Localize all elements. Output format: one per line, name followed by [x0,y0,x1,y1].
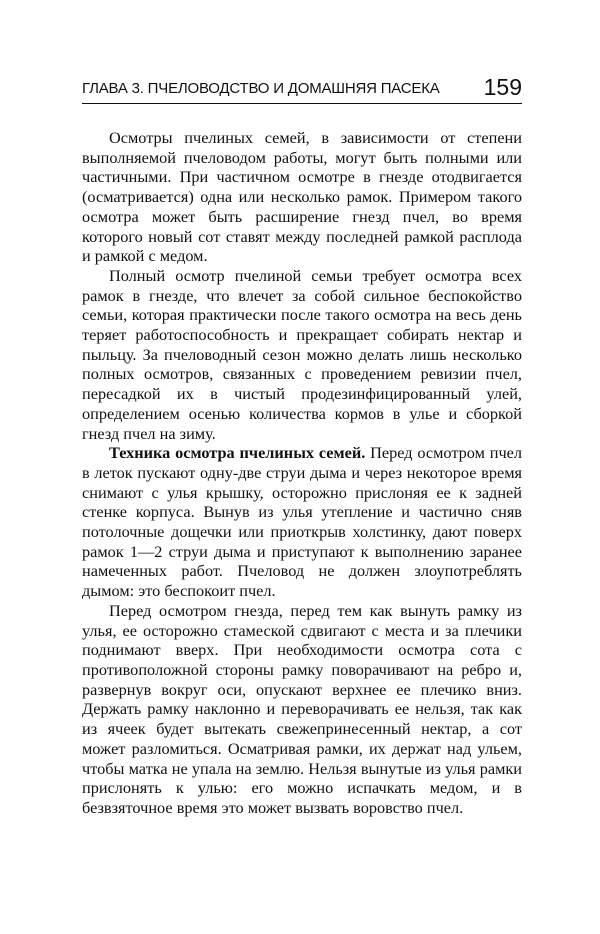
running-head [82,74,522,104]
paragraph-2-text: Полный осмотр пчелиной семьи требует осмотра всех рамок в гнезде, что влечет за собой сильное беспокойство семьи, которая практически после такого осмотра на весь день теряет работоспособность и прекращает собирать нектар и пыльцу. За пчеловодный сезон можно делать лишь несколько полных осмотров, связанных с проведением ревизии пчел, пересадкой их в чистый продезинфицированный улей, определением осенью количества кормов в улье и сборкой гнезд пчел на зиму. [82,265,522,443]
body-text [82,128,522,818]
section-heading: Техника осмотра пчелиных семей. [109,443,366,463]
header-rule [82,103,522,104]
page-number: 159 [483,74,522,100]
paragraph-2 [82,266,522,443]
paragraph-4 [82,601,522,818]
paragraph-3 [82,443,522,601]
paragraph-1 [82,128,522,266]
paragraph-3-text: Перед осмотром пчел в леток пускают одну-две струи дыма и через некоторое время снимают с улья крышку, осторожно прислоняя ее к задней стенке корпуса. Вынув из улья утепление и частично сняв потолочные дощечки или приоткрыв холстинку, дают поверх рамок 1—2 струи дыма и приступают к выполнению заранее намеченных работ. Пчеловод не должен злоупотреблять дымом: это беспокоит пчел. [82,443,522,601]
chapter-title: ГЛАВА 3. ПЧЕЛОВОДСТВО И ДОМАШНЯЯ ПАСЕКА [82,80,440,97]
paragraph-4-text: Перед осмотром гнезда, перед тем как вынуть рамку из улья, ее осторожно стамеской сдвигают с места и за плечики поднимают вверх. При необходимости осмотра сота с противоположной стороны рамку поворачивают на ребро и, развернув вокруг оси, опускают верхнее ее плечико вниз. Держать рамку наклонно и переворачивать ее нельзя, так как из ячеек будет вытекать свежепринесенный нектар, а сот может разломиться. Осматривая рамки, их держат над ульем, чтобы матка не упала на землю. Нельзя вынутые из улья рамки прислонять к улью: его можно испачкать медом, и в безвзяточное время это может вызвать воровство пчел. [82,600,522,817]
paragraph-1-text: Осмотры пчелиных семей, в зависимости от степени выполняемой пчеловодом работы, могут быть полными или частичными. При частичном осмотре в гнезде отодвигается (осматривается) одна или несколько рамок. Примером такого осмотра может быть расширение гнезд пчел, во время которого новый сот ставят между последней рамкой расплода и рамкой с медом. [82,128,522,266]
